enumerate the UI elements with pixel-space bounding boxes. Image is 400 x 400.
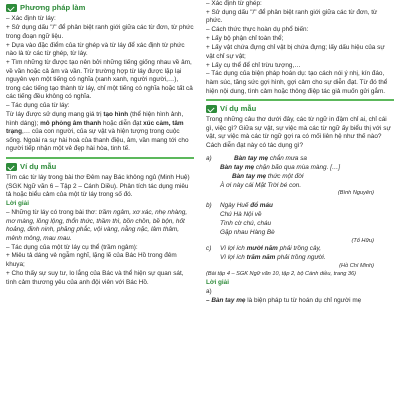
check-icon: [6, 4, 17, 12]
example-heading: Ví dụ mẫu: [206, 104, 394, 114]
method-line: – Tác dụng của biện pháp hoán dụ: tạo cách nói ý nhị, kín đáo, hàm súc, tăng sức gợi hình, gợi cảm cho sự diễn đạt. Từ đó thể hiện nội dung, tình cảm hoặc thông điệp tác giả muốn gửi gắm.: [206, 70, 388, 95]
poem-line: Vì lợi ích trăm năm phải trồng người.: [220, 254, 326, 262]
answer-point: + Cho thấy sự suy tư, lo lắng của Bác và thể hiện sự quan sát, tình cảm thương yêu của anh đội viên với Bác Hồ.: [6, 269, 184, 286]
method-line: + Tìm những từ được tạo nên bởi những tiếng giống nhau về âm, về vần hoặc cả âm và vần. Trừ trường hợp từ láy được lặp lại nguyên vẹn một tiếng có nghĩa (xanh xanh, người người,…), trong các tiếng tạo thành từ láy, chỉ một tiếng có nghĩa hoặc tất cả các tiếng đều không có nghĩa.: [6, 58, 193, 101]
check-icon: [6, 163, 17, 171]
answer-label: Lời giải: [206, 278, 230, 286]
poem-line: À ơi này cái Mặt Trời bé con.: [220, 181, 302, 189]
method-line: + Lấy bộ phận chỉ toàn thể;: [206, 35, 284, 43]
section-divider: [6, 157, 194, 159]
method-line: + Dựa vào đặc điểm của từ ghép và từ láy để xác định từ phức nào là từ các từ ghép, từ láy.: [6, 41, 185, 58]
answer-words: – Những từ láy có trong bài thơ: trầm ngâm, xơ xác, nhẹ nhàng, mơ màng, lồng lộng, thổn thức, thầm thì, bồn chồn, bề bộn, hốt hoảng, đinh ninh, phăng phắc, vội vàng, nằng nặc, lâm thâm, mênh mông, mau mau.: [6, 208, 188, 242]
poem-line: c) Vì lợi ích mười năm phải trồng cây,: [206, 245, 322, 253]
answer-analyse: – Tác dụng của một từ láy cụ thể (trầm ngâm):: [6, 243, 138, 251]
exercise-source: (Bài tập 4 – SGK Ngữ văn 10, tập 2, bộ Cánh diều, trang 36): [206, 271, 357, 278]
example-task: Tìm các từ láy trong bài thơ Đêm nay Bác không ngủ (Minh Huệ) (SGK Ngữ văn 6 – Tập 2 – Cánh Diều). Phân tích tác dụng miêu tả hoặc biểu cảm của một từ láy trong số đó.: [6, 174, 190, 199]
answer-part-label: a): [206, 287, 212, 295]
method-line: – Xác định từ ghép:: [206, 0, 262, 7]
example-task: Trong những câu thơ dưới đây, các từ ngữ in đậm chỉ ai, chỉ cái gì, việc gì? Giữa sự vật, sự việc mà các từ ngữ ấy biểu thị với sự vật, sự việc mà các từ ngữ gợi ra có mối liên hệ như thế nào? Cách diễn đạt này có tác dụng gì?: [206, 116, 391, 150]
method-heading: Phương pháp làm: [6, 3, 194, 13]
answer-label: Lời giải: [6, 200, 30, 208]
effect-paragraph: Từ láy được sử dụng mang giá trị tạo hình (thể hiện hình ảnh, hình dáng); mô phỏng âm thanh hoặc diễn đạt xúc cảm, tâm trạng,… của con người, của sự vật và hiện tượng trong cuộc sống. Ngoài ra sự hài hoà của thanh điệu, âm, vần mang tới cho người tiếp nhận một vẻ đẹp hài hòa, tinh tế.: [6, 111, 189, 153]
left-column: [6, 0, 194, 287]
poem-source: (Tố Hữu): [351, 237, 374, 244]
method-line: + Lấy cụ thể để chỉ trừu tượng,…: [206, 61, 301, 69]
check-icon: [206, 105, 217, 113]
example-heading: Ví dụ mẫu: [6, 162, 194, 172]
method-line: – Tác dụng của từ láy:: [6, 102, 70, 110]
answer-line: – Bàn tay mẹ là biện pháp tu từ hoán dụ chỉ người mẹ: [206, 296, 362, 304]
poem-line: Bàn tay mẹ thức một đời: [232, 172, 304, 180]
poem-line: Gặp nhau Hàng Bè: [220, 228, 275, 236]
poem-line: Chú Hà Nội về: [220, 211, 262, 219]
poem-line: a) Bàn tay mẹ chắn mưa sa: [206, 154, 307, 162]
poem-source: (Hồ Chí Minh): [339, 263, 374, 270]
poem-source: (Bình Nguyên): [337, 190, 374, 197]
poem-line: Tình cờ chú, cháu: [220, 219, 272, 227]
method-line: – Xác định từ láy:: [6, 15, 56, 23]
poem-line: b) Ngày Huế đổ máu: [206, 202, 273, 210]
method-line: + Lấy vật chứa đựng chỉ vật bị chứa đựng; lấy dấu hiệu của sự vật chỉ sự vật;: [206, 44, 385, 60]
right-column: [206, 0, 394, 305]
section-divider: [206, 99, 394, 101]
answer-point: + Miêu tả dáng vẻ ngẫm nghĩ, lặng lẽ của Bác Hồ trong đêm khuya;: [6, 252, 177, 269]
method-line: + Sử dụng dấu "/" để phân biệt ranh giới giữa các từ đơn, từ phức trong đoạn ngữ liệu.: [6, 24, 194, 40]
poem-line: Bàn tay mẹ chặn bão qua mùa màng. […]: [220, 163, 341, 171]
method-line: + Sử dụng dấu "/" để phân biệt ranh giới giữa các từ đơn, từ phức.: [206, 8, 378, 25]
method-line: – Cách thức thực hoàn dụ phổ biến:: [206, 26, 309, 34]
